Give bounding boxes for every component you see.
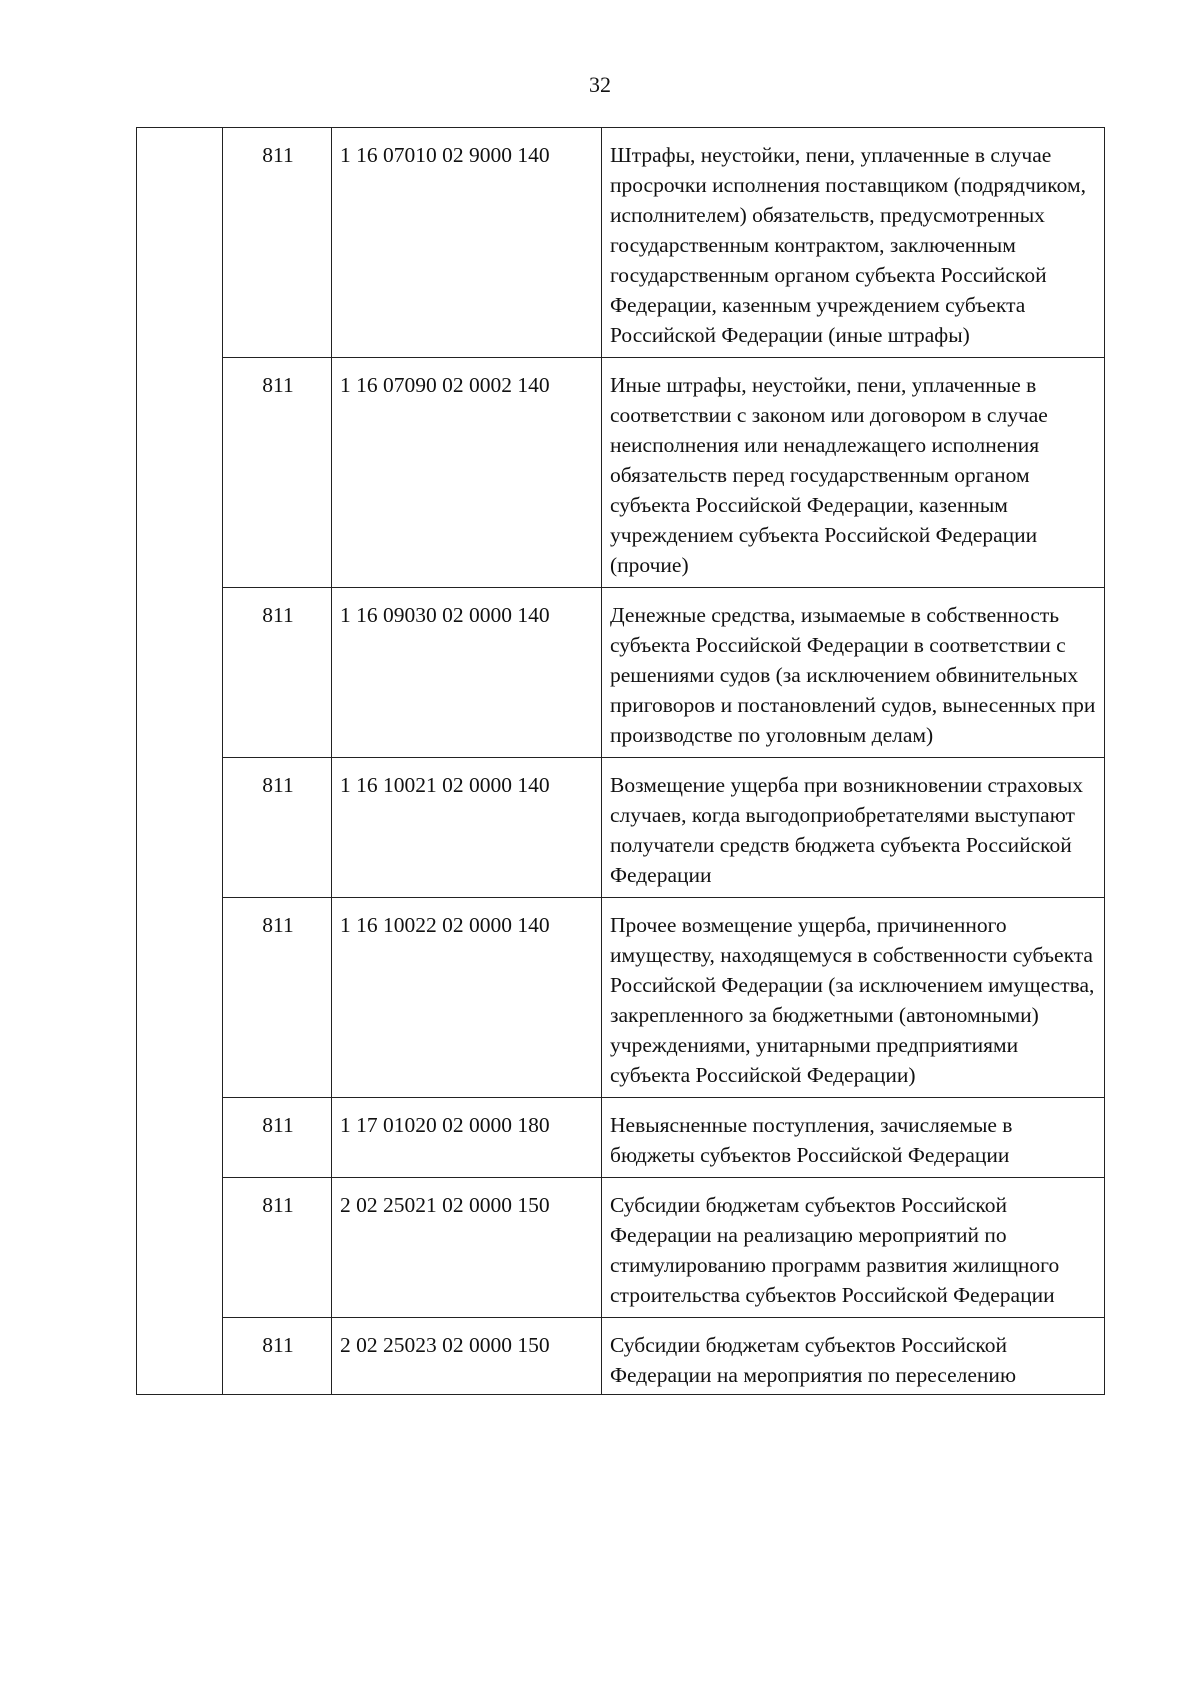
table-row	[137, 1098, 1105, 1178]
merged-empty-cell	[137, 128, 223, 1395]
kbk-code-cell: 2 02 25023 02 0000 150	[332, 1318, 602, 1395]
table-row	[137, 588, 1105, 758]
kbk-code-cell: 1 16 10021 02 0000 140	[332, 758, 602, 898]
budget-codes-table-container	[136, 127, 1104, 1395]
kbk-code-cell: 1 16 09030 02 0000 140	[332, 588, 602, 758]
description-cell: Штрафы, неустойки, пени, уплаченные в случае просрочки исполнения поставщиком (подрядчиком, исполнителем) обязательств, предусмотренных государственным контрактом, заключенным государственным органом субъекта Российской Федерации, казенным учреждением субъекта Российской Федерации (иные штрафы)	[602, 128, 1105, 358]
admin-code-cell: 811	[223, 588, 332, 758]
table-row	[137, 1318, 1105, 1395]
admin-code-cell: 811	[223, 758, 332, 898]
admin-code-cell: 811	[223, 1318, 332, 1395]
admin-code-cell: 811	[223, 358, 332, 588]
description-cell: Прочее возмещение ущерба, причиненного имуществу, находящемуся в собственности субъекта Российской Федерации (за исключением имущества, закрепленного за бюджетными (автономными) учреждениями, унитарными предприятиями субъекта Российской Федерации)	[602, 898, 1105, 1098]
description-cell: Невыясненные поступления, зачисляемые в бюджеты субъектов Российской Федерации	[602, 1098, 1105, 1178]
table-row	[137, 128, 1105, 358]
kbk-code-cell: 1 16 07090 02 0002 140	[332, 358, 602, 588]
admin-code-cell: 811	[223, 128, 332, 358]
kbk-code-cell: 1 16 07010 02 9000 140	[332, 128, 602, 358]
description-cell: Субсидии бюджетам субъектов Российской Федерации на мероприятия по переселению	[602, 1318, 1105, 1395]
kbk-code-cell: 2 02 25021 02 0000 150	[332, 1178, 602, 1318]
table-row	[137, 1178, 1105, 1318]
page-number: 32	[589, 72, 611, 97]
admin-code-cell: 811	[223, 1098, 332, 1178]
description-cell: Возмещение ущерба при возникновении страховых случаев, когда выгодоприобретателями выступают получатели средств бюджета субъекта Российской Федерации	[602, 758, 1105, 898]
admin-code-cell: 811	[223, 898, 332, 1098]
kbk-code-cell: 1 17 01020 02 0000 180	[332, 1098, 602, 1178]
table-row	[137, 358, 1105, 588]
description-cell: Денежные средства, изымаемые в собственность субъекта Российской Федерации в соответствии с решениями судов (за исключением обвинительных приговоров и постановлений судов, вынесенных при производстве по уголовным делам)	[602, 588, 1105, 758]
admin-code-cell: 811	[223, 1178, 332, 1318]
table-row	[137, 758, 1105, 898]
description-cell: Субсидии бюджетам субъектов Российской Федерации на реализацию мероприятий по стимулированию программ развития жилищного строительства субъектов Российской Федерации	[602, 1178, 1105, 1318]
table-row	[137, 898, 1105, 1098]
description-cell: Иные штрафы, неустойки, пени, уплаченные в соответствии с законом или договором в случае неисполнения или ненадлежащего исполнения обязательств перед государственным органом субъекта Российской Федерации, казенным учреждением субъекта Российской Федерации (прочие)	[602, 358, 1105, 588]
budget-codes-table	[136, 127, 1105, 1395]
kbk-code-cell: 1 16 10022 02 0000 140	[332, 898, 602, 1098]
